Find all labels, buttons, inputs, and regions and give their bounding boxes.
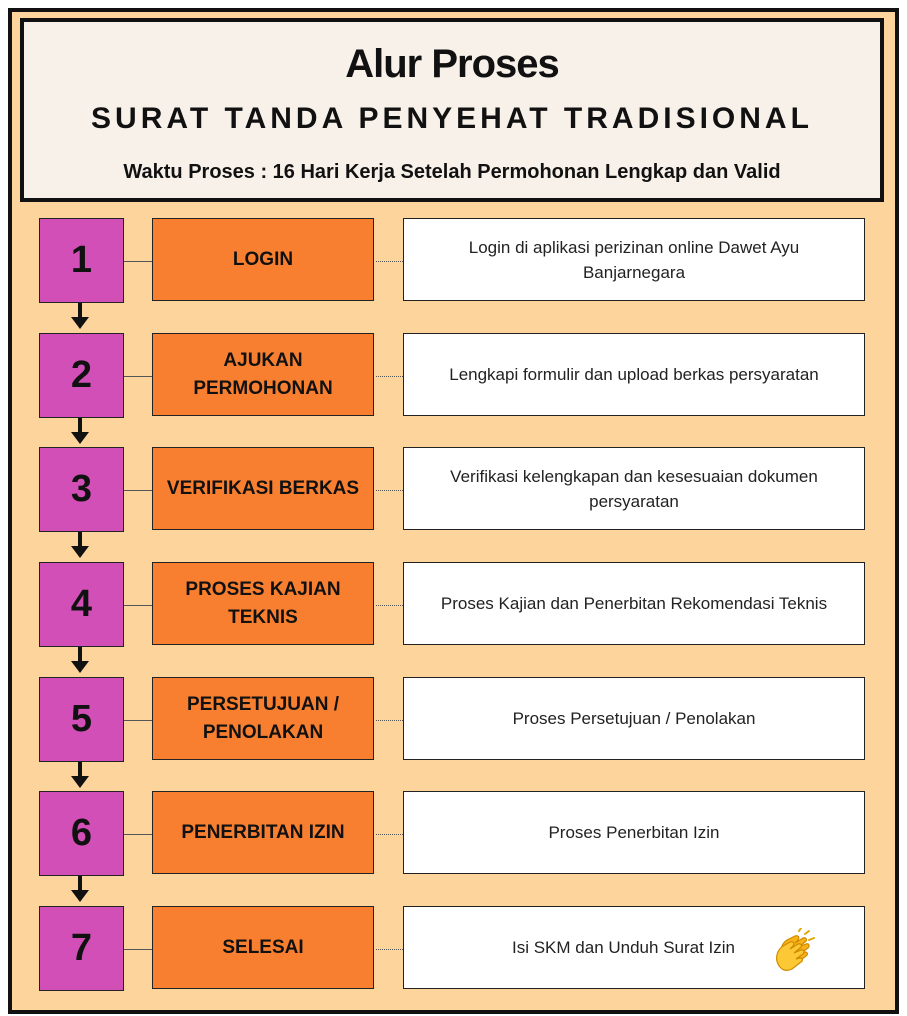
connector-line bbox=[124, 490, 152, 491]
step-number-box: 3 bbox=[39, 447, 124, 532]
step-number-box: 4 bbox=[39, 562, 124, 647]
connector-line bbox=[124, 605, 152, 606]
connector-line bbox=[124, 376, 152, 377]
dotted-connector bbox=[376, 490, 403, 491]
step-label-box: VERIFIKASI BERKAS bbox=[152, 447, 374, 530]
step-label-box: LOGIN bbox=[152, 218, 374, 301]
connector-line bbox=[124, 261, 152, 262]
step-description-box: Proses Kajian dan Penerbitan Rekomendasi Teknis bbox=[403, 562, 865, 645]
dotted-connector bbox=[376, 376, 403, 377]
step-5 bbox=[0, 677, 907, 763]
step-number-box: 2 bbox=[39, 333, 124, 418]
step-number-box: 5 bbox=[39, 677, 124, 762]
processing-time-note: Waktu Proses : 16 Hari Kerja Setelah Permohonan Lengkap dan Valid bbox=[123, 161, 781, 183]
dotted-connector bbox=[376, 949, 403, 950]
step-number-box: 6 bbox=[39, 791, 124, 876]
connector-line bbox=[124, 949, 152, 950]
step-description-box: Proses Penerbitan Izin bbox=[403, 791, 865, 874]
step-label-box: AJUKAN PERMOHONAN bbox=[152, 333, 374, 416]
step-label-box: SELESAI bbox=[152, 906, 374, 989]
step-7 bbox=[0, 906, 907, 992]
step-label-box: PERSETUJUAN / PENOLAKAN bbox=[152, 677, 374, 760]
page-subtitle: SURAT TANDA PENYEHAT TRADISIONAL bbox=[91, 102, 813, 135]
dotted-connector bbox=[376, 605, 403, 606]
step-description-box: Lengkapi formulir dan upload berkas persyaratan bbox=[403, 333, 865, 416]
step-label-box: PENERBITAN IZIN bbox=[152, 791, 374, 874]
step-description-box: Verifikasi kelengkapan dan kesesuaian dokumen persyaratan bbox=[403, 447, 865, 530]
step-4 bbox=[0, 562, 907, 648]
step-description-box: Login di aplikasi perizinan online Dawet Ayu Banjarnegara bbox=[403, 218, 865, 301]
dotted-connector bbox=[376, 720, 403, 721]
connector-line bbox=[124, 834, 152, 835]
connector-line bbox=[124, 720, 152, 721]
step-6 bbox=[0, 791, 907, 877]
clapping-hands-icon bbox=[773, 928, 819, 972]
dotted-connector bbox=[376, 834, 403, 835]
dotted-connector bbox=[376, 261, 403, 262]
page-title: Alur Proses bbox=[345, 42, 559, 86]
step-1 bbox=[0, 218, 907, 304]
step-description-box: Proses Persetujuan / Penolakan bbox=[403, 677, 865, 760]
step-3 bbox=[0, 447, 907, 533]
step-label-box: PROSES KAJIAN TEKNIS bbox=[152, 562, 374, 645]
step-number-box: 1 bbox=[39, 218, 124, 303]
step-2 bbox=[0, 333, 907, 419]
step-number-box: 7 bbox=[39, 906, 124, 991]
step-description-text: Isi SKM dan Unduh Surat Izin bbox=[512, 938, 736, 957]
